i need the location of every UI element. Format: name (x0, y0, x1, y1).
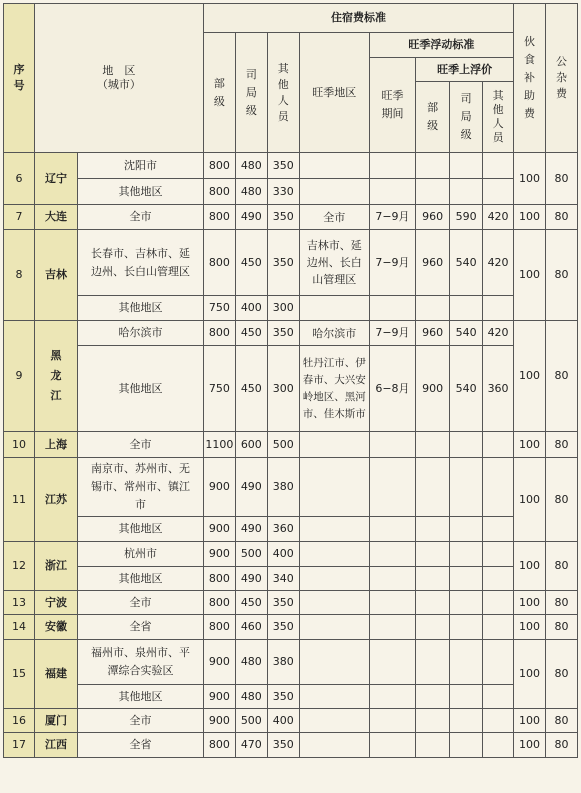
area-name (78, 346, 204, 432)
rate-other: 330 (267, 179, 299, 205)
col-header-peak-period (369, 58, 415, 153)
area-name (78, 615, 204, 640)
peak-empty (416, 432, 450, 458)
col-header-sij (235, 33, 267, 153)
peak-empty (483, 432, 514, 458)
peak-empty (416, 179, 450, 205)
table-row (4, 179, 578, 205)
peak-bu: 960 (416, 205, 450, 230)
rate-bu: 900 (203, 517, 235, 542)
col-header-peak-other (483, 82, 514, 153)
col-header-peak-sij-text: 司局级 (460, 92, 472, 141)
peak-empty (299, 542, 369, 567)
peak-empty (450, 709, 483, 733)
peak-sij: 590 (450, 205, 483, 230)
col-header-peak-region: 旺季地区 (299, 33, 369, 153)
rate-other: 350 (267, 685, 299, 709)
area-name-text: 其他地区 (118, 522, 163, 535)
province-name-text: 安徽 (45, 620, 68, 633)
col-header-peak-bu (416, 82, 450, 153)
peak-empty (416, 709, 450, 733)
rate-bu: 800 (203, 321, 235, 346)
rate-other: 340 (267, 567, 299, 591)
row-number: 7 (4, 205, 35, 230)
table-row (4, 615, 578, 640)
peak-empty (450, 685, 483, 709)
rate-bu: 900 (203, 709, 235, 733)
peak-empty (416, 733, 450, 758)
area-name (78, 640, 204, 685)
rate-sij: 450 (235, 591, 267, 615)
row-number: 16 (4, 709, 35, 733)
area-name (78, 709, 204, 733)
rate-sij: 480 (235, 640, 267, 685)
peak-empty (416, 458, 450, 517)
misc-fee: 80 (545, 458, 577, 542)
peak-region-text: 全市 (323, 210, 346, 224)
rate-other: 360 (267, 517, 299, 542)
area-name (78, 567, 204, 591)
province-name (34, 432, 77, 458)
province-name-text: 大连 (45, 210, 68, 223)
peak-empty (299, 591, 369, 615)
peak-empty (483, 640, 514, 685)
rate-other: 380 (267, 458, 299, 517)
travel-expense-table (3, 3, 578, 758)
misc-fee: 80 (545, 230, 577, 321)
area-name-text: 沈阳市 (124, 158, 158, 172)
peak-other: 360 (483, 346, 514, 432)
peak-empty (483, 685, 514, 709)
row-number: 9 (4, 321, 35, 432)
misc-fee: 80 (545, 153, 577, 205)
province-name (34, 205, 77, 230)
area-name-text: 其他地区 (118, 571, 163, 585)
rate-sij: 450 (235, 230, 267, 296)
area-name (78, 179, 204, 205)
rate-sij: 490 (235, 517, 267, 542)
peak-region-text: 吉林市、延边州、长白山管理区 (306, 239, 362, 286)
rate-bu: 750 (203, 346, 235, 432)
peak-empty (483, 591, 514, 615)
misc-fee: 80 (545, 615, 577, 640)
peak-empty (299, 432, 369, 458)
rate-bu: 800 (203, 230, 235, 296)
col-header-region (34, 4, 203, 153)
meal-allowance: 100 (514, 321, 546, 432)
row-number: 14 (4, 615, 35, 640)
province-name-text: 厦门 (45, 713, 68, 727)
province-name-text: 吉林 (45, 268, 68, 281)
row-number: 8 (4, 230, 35, 321)
area-name-text: 全省 (129, 620, 152, 633)
peak-empty (369, 685, 415, 709)
peak-period: 7−9月 (369, 321, 415, 346)
rate-bu: 800 (203, 567, 235, 591)
meal-allowance: 100 (514, 591, 546, 615)
area-name (78, 542, 204, 567)
peak-empty (299, 517, 369, 542)
col-header-other (267, 33, 299, 153)
table-row (4, 321, 578, 346)
rate-bu: 750 (203, 296, 235, 321)
peak-empty (299, 685, 369, 709)
peak-empty (483, 153, 514, 179)
misc-fee: 80 (545, 733, 577, 758)
peak-empty (369, 432, 415, 458)
province-name-text: 宁波 (45, 595, 68, 609)
peak-other: 420 (483, 321, 514, 346)
rate-bu: 900 (203, 640, 235, 685)
peak-empty (450, 153, 483, 179)
peak-sij: 540 (450, 230, 483, 296)
row-number: 11 (4, 458, 35, 542)
peak-empty (369, 542, 415, 567)
province-name (34, 321, 77, 432)
peak-empty (416, 517, 450, 542)
province-name (34, 640, 77, 709)
province-name-text: 浙江 (45, 559, 68, 572)
rate-sij: 490 (235, 458, 267, 517)
rate-other: 400 (267, 709, 299, 733)
rate-other: 350 (267, 733, 299, 758)
meal-allowance: 100 (514, 432, 546, 458)
area-name-text: 全市 (129, 713, 152, 727)
row-number: 6 (4, 153, 35, 205)
table-row (4, 709, 578, 733)
peak-empty (483, 517, 514, 542)
peak-empty (299, 567, 369, 591)
rate-bu: 900 (203, 458, 235, 517)
col-header-peak-bu-text: 部级 (427, 101, 439, 132)
area-name-text: 杭州市 (124, 547, 158, 560)
col-header-region-line1: 地 区 (102, 64, 136, 77)
peak-empty (416, 615, 450, 640)
province-name (34, 542, 77, 591)
table-row (4, 346, 578, 432)
peak-empty (299, 179, 369, 205)
peak-empty (483, 179, 514, 205)
rate-bu: 800 (203, 205, 235, 230)
peak-bu: 900 (416, 346, 450, 432)
rate-bu: 900 (203, 542, 235, 567)
misc-fee: 80 (545, 432, 577, 458)
area-name (78, 205, 204, 230)
province-name (34, 153, 77, 205)
table-row (4, 733, 578, 758)
table-row (4, 230, 578, 296)
peak-other: 420 (483, 205, 514, 230)
area-name (78, 733, 204, 758)
col-header-no (4, 4, 35, 153)
table-row (4, 685, 578, 709)
rate-other: 500 (267, 432, 299, 458)
rate-sij: 490 (235, 205, 267, 230)
peak-empty (369, 640, 415, 685)
col-header-lodging: 住宿费标准 (203, 4, 513, 33)
area-name-text: 全市 (129, 595, 152, 609)
table-body (4, 153, 578, 758)
peak-region-text: 牡丹江市、伊春市、大兴安岭地区、黑河市、佳木斯市 (302, 356, 366, 420)
peak-region (299, 346, 369, 432)
peak-empty (483, 733, 514, 758)
peak-empty (450, 542, 483, 567)
row-number: 13 (4, 591, 35, 615)
col-header-region-line2: （城市） (96, 78, 141, 91)
table-row (4, 432, 578, 458)
area-name-text: 哈尔滨市 (118, 326, 163, 339)
peak-empty (299, 153, 369, 179)
table-row (4, 517, 578, 542)
rate-sij: 450 (235, 346, 267, 432)
area-name-text: 全省 (129, 738, 152, 751)
col-header-bu-text: 部级 (213, 76, 225, 108)
meal-allowance: 100 (514, 205, 546, 230)
rate-other: 350 (267, 321, 299, 346)
province-name (34, 709, 77, 733)
area-name-text: 福州市、泉州市、平潭综合实验区 (91, 646, 191, 677)
rate-sij: 500 (235, 709, 267, 733)
peak-empty (450, 458, 483, 517)
area-name (78, 591, 204, 615)
rate-bu: 1100 (203, 432, 235, 458)
misc-fee: 80 (545, 321, 577, 432)
area-name (78, 432, 204, 458)
peak-empty (369, 517, 415, 542)
province-name-text: 江苏 (45, 492, 68, 506)
peak-empty (416, 542, 450, 567)
province-name (34, 615, 77, 640)
peak-empty (299, 640, 369, 685)
meal-allowance: 100 (514, 458, 546, 542)
rate-bu: 800 (203, 733, 235, 758)
peak-empty (416, 591, 450, 615)
meal-allowance: 100 (514, 615, 546, 640)
meal-allowance: 100 (514, 542, 546, 591)
table-row (4, 205, 578, 230)
rate-sij: 500 (235, 542, 267, 567)
rate-other: 300 (267, 296, 299, 321)
peak-empty (369, 709, 415, 733)
col-header-other-text: 其他人员 (277, 61, 289, 123)
rate-sij: 460 (235, 615, 267, 640)
col-header-peak-price: 旺季上浮价 (416, 58, 514, 82)
col-header-meal-text: 伙食补助费 (523, 35, 535, 120)
peak-empty (369, 567, 415, 591)
peak-empty (483, 567, 514, 591)
peak-empty (299, 615, 369, 640)
peak-period: 7−9月 (369, 205, 415, 230)
peak-empty (369, 733, 415, 758)
table-row (4, 542, 578, 567)
meal-allowance: 100 (514, 640, 546, 709)
area-name (78, 230, 204, 296)
row-number: 12 (4, 542, 35, 591)
rate-other: 350 (267, 615, 299, 640)
row-number: 17 (4, 733, 35, 758)
peak-empty (369, 296, 415, 321)
misc-fee: 80 (545, 709, 577, 733)
table-row (4, 296, 578, 321)
province-name (34, 591, 77, 615)
area-name (78, 517, 204, 542)
peak-sij: 540 (450, 321, 483, 346)
area-name-text: 全市 (129, 210, 152, 223)
rate-sij: 470 (235, 733, 267, 758)
misc-fee: 80 (545, 542, 577, 591)
peak-empty (450, 640, 483, 685)
peak-bu: 960 (416, 230, 450, 296)
peak-empty (416, 153, 450, 179)
peak-empty (483, 458, 514, 517)
area-name-text: 全市 (129, 437, 152, 451)
col-header-misc-text: 公杂费 (555, 55, 567, 100)
rate-other: 350 (267, 230, 299, 296)
rate-bu: 800 (203, 153, 235, 179)
peak-region (299, 321, 369, 346)
area-name-text: 其他地区 (118, 381, 163, 395)
peak-region (299, 205, 369, 230)
peak-empty (483, 709, 514, 733)
rate-other: 350 (267, 153, 299, 179)
table-row (4, 640, 578, 685)
area-name-text: 长春市、吉林市、延边州、长白山管理区 (91, 246, 191, 278)
peak-empty (299, 733, 369, 758)
province-name-text: 上海 (45, 437, 68, 451)
rate-sij: 490 (235, 567, 267, 591)
col-header-peak-sij (450, 82, 483, 153)
col-header-sij-text: 司局级 (245, 67, 257, 117)
province-name-text: 江西 (45, 738, 68, 751)
peak-empty (450, 591, 483, 615)
area-name (78, 296, 204, 321)
col-header-peak-other-text: 其他人员 (492, 89, 504, 144)
rate-bu: 800 (203, 179, 235, 205)
area-name-text: 其他地区 (118, 689, 163, 703)
area-name (78, 153, 204, 179)
peak-empty (369, 458, 415, 517)
rate-bu: 800 (203, 591, 235, 615)
table-row (4, 153, 578, 179)
area-name-text: 其他地区 (118, 301, 163, 314)
peak-empty (416, 640, 450, 685)
rate-other: 350 (267, 205, 299, 230)
rate-sij: 480 (235, 179, 267, 205)
peak-empty (483, 615, 514, 640)
rate-bu: 900 (203, 685, 235, 709)
col-header-no-text: 序号 (13, 63, 25, 92)
peak-empty (416, 685, 450, 709)
area-name-text: 其他地区 (118, 184, 163, 198)
peak-period: 7−9月 (369, 230, 415, 296)
peak-empty (369, 615, 415, 640)
meal-allowance: 100 (514, 230, 546, 321)
peak-empty (450, 432, 483, 458)
meal-allowance: 100 (514, 709, 546, 733)
rate-sij: 400 (235, 296, 267, 321)
table-row (4, 567, 578, 591)
peak-empty (369, 153, 415, 179)
peak-empty (450, 179, 483, 205)
province-name (34, 458, 77, 542)
peak-empty (416, 296, 450, 321)
row-number: 15 (4, 640, 35, 709)
peak-region-text: 哈尔滨市 (312, 326, 357, 340)
province-name (34, 230, 77, 321)
misc-fee: 80 (545, 205, 577, 230)
peak-empty (299, 709, 369, 733)
peak-region (299, 230, 369, 296)
area-name-text: 南京市、苏州市、无锡市、常州市、镇江市 (91, 462, 191, 511)
province-name-text: 辽宁 (45, 171, 68, 185)
rate-other: 380 (267, 640, 299, 685)
misc-fee: 80 (545, 640, 577, 709)
province-name (34, 733, 77, 758)
area-name (78, 321, 204, 346)
col-header-bu (203, 33, 235, 153)
peak-empty (369, 179, 415, 205)
peak-empty (450, 615, 483, 640)
row-number: 10 (4, 432, 35, 458)
rate-sij: 480 (235, 685, 267, 709)
province-name-text: 黑龙江 (50, 349, 62, 402)
area-name (78, 458, 204, 517)
peak-other: 420 (483, 230, 514, 296)
peak-empty (483, 542, 514, 567)
peak-empty (369, 591, 415, 615)
rate-bu: 800 (203, 615, 235, 640)
col-header-misc (545, 4, 577, 153)
table-row (4, 458, 578, 517)
peak-empty (299, 296, 369, 321)
meal-allowance: 100 (514, 153, 546, 205)
peak-period: 6−8月 (369, 346, 415, 432)
peak-empty (450, 733, 483, 758)
area-name (78, 685, 204, 709)
table-row (4, 591, 578, 615)
rate-other: 400 (267, 542, 299, 567)
rate-sij: 600 (235, 432, 267, 458)
col-header-peak-float: 旺季浮动标准 (369, 33, 513, 58)
misc-fee: 80 (545, 591, 577, 615)
peak-empty (483, 296, 514, 321)
peak-empty (416, 567, 450, 591)
peak-empty (450, 567, 483, 591)
rate-other: 300 (267, 346, 299, 432)
peak-empty (299, 458, 369, 517)
peak-bu: 960 (416, 321, 450, 346)
col-header-meal (514, 4, 546, 153)
rate-sij: 480 (235, 153, 267, 179)
rate-other: 350 (267, 591, 299, 615)
meal-allowance: 100 (514, 733, 546, 758)
peak-empty (450, 517, 483, 542)
col-header-peak-period-text: 旺季期间 (381, 89, 404, 120)
rate-sij: 450 (235, 321, 267, 346)
peak-empty (450, 296, 483, 321)
peak-sij: 540 (450, 346, 483, 432)
province-name-text: 福建 (45, 667, 68, 680)
